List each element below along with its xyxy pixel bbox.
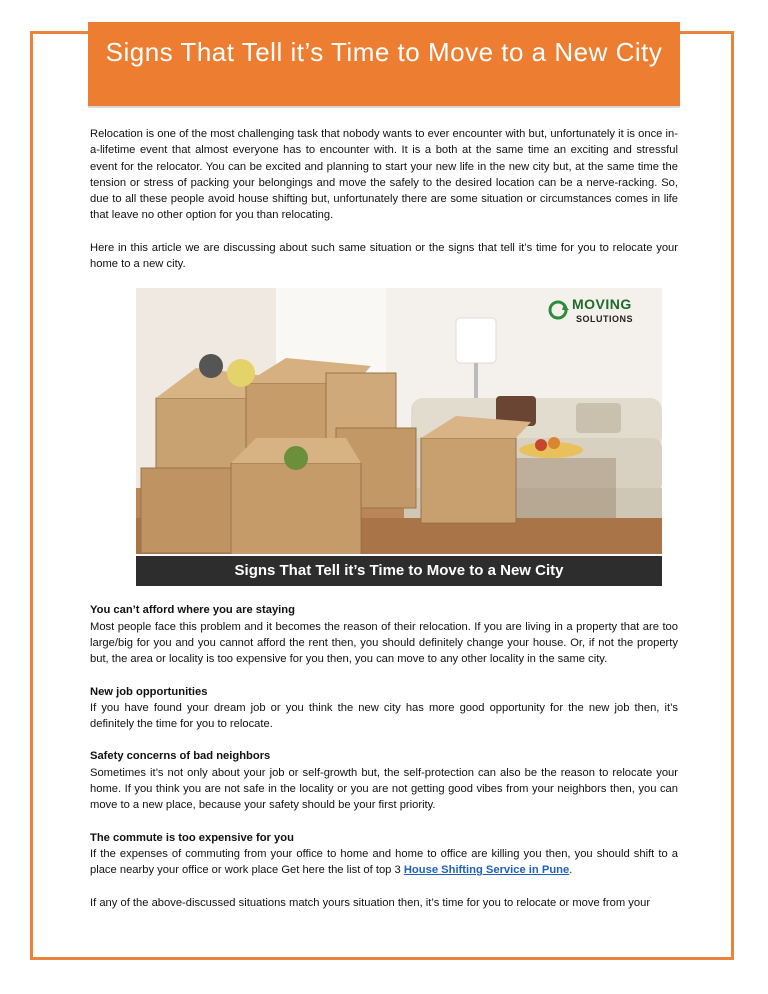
page-title: Signs That Tell it’s Time to Move to a New City bbox=[105, 37, 663, 67]
logo-line-1: MOVING bbox=[572, 296, 632, 313]
living-room-illustration bbox=[136, 288, 662, 586]
house-shifting-link[interactable]: House Shifting Service in Pune bbox=[403, 864, 570, 877]
moving-solutions-logo bbox=[546, 294, 646, 326]
title-banner bbox=[88, 22, 680, 108]
logo-line-2: SOLUTIONS bbox=[576, 314, 634, 325]
article-body bbox=[90, 126, 678, 927]
intro-paragraph-1: Relocation is one of the most challenging task that nobody wants to ever encounter with but, unfortunately it is once in-a-lifetime event that almost everyone has to encounter with. It is a both at the same time an exciting and stressful event for the relocator. You can be excited and planning to start your new life in the new city but, at the same time the tension or stress of packing your belongings and move the safely to the desired location can be a nerve-racking. So, due to all these people avoid house shifting but, unfortunately there are some situation or circumstances comes in life that leave no other option for you than relocating. bbox=[90, 128, 678, 222]
section-heading-job: New job opportunities bbox=[90, 685, 208, 698]
commute-body-end: . bbox=[569, 864, 573, 877]
image-caption: Signs That Tell it’s Time to Move to a New City bbox=[234, 562, 564, 580]
moving-boxes-photo bbox=[136, 288, 662, 586]
commute-body-text: If the expenses of commuting from your office to home and home to office are killing you then, you should shift to a place nearby your office or work place Get here the list of top 3 bbox=[90, 847, 678, 877]
closing-paragraph: If any of the above-discussed situations match yours situation then, it’s time for you to relocate or move from your bbox=[90, 896, 651, 909]
section-heading-afford: You can’t afford where you are staying bbox=[90, 604, 295, 617]
section-body-job: If you have found your dream job or you think the new city has more good opportunity for the new job then, it’s definitely the time for you to relocate. bbox=[90, 701, 678, 731]
section-heading-safety: Safety concerns of bad neighbors bbox=[90, 750, 271, 763]
section-heading-commute: The commute is too expensive for you bbox=[90, 831, 294, 844]
section-body-commute bbox=[90, 846, 678, 879]
section-body-safety: Sometimes it’s not only about your job or self-growth but, the self-protection can also be the reason to relocate your home. If you think you are not safe in the locality or you are not getting good vibes from your neighbors then, you can move to a new place, because your safety should be your first priority. bbox=[90, 766, 678, 812]
intro-paragraph-2: Here in this article we are discussing about such same situation or the signs that tell it’s time for you to relocate your home to a new city. bbox=[90, 241, 678, 271]
image-caption-bar bbox=[136, 554, 662, 586]
section-body-afford: Most people face this problem and it becomes the reason of their relocation. If you are living in a property that are too large/big for you and you cannot afford the rent then, you should definitely change your house. Or, if not the property but, the area or locality is too expensive for you then, you can move to any other locality in the same city. bbox=[90, 620, 678, 666]
logo-arrows-icon bbox=[546, 298, 570, 322]
